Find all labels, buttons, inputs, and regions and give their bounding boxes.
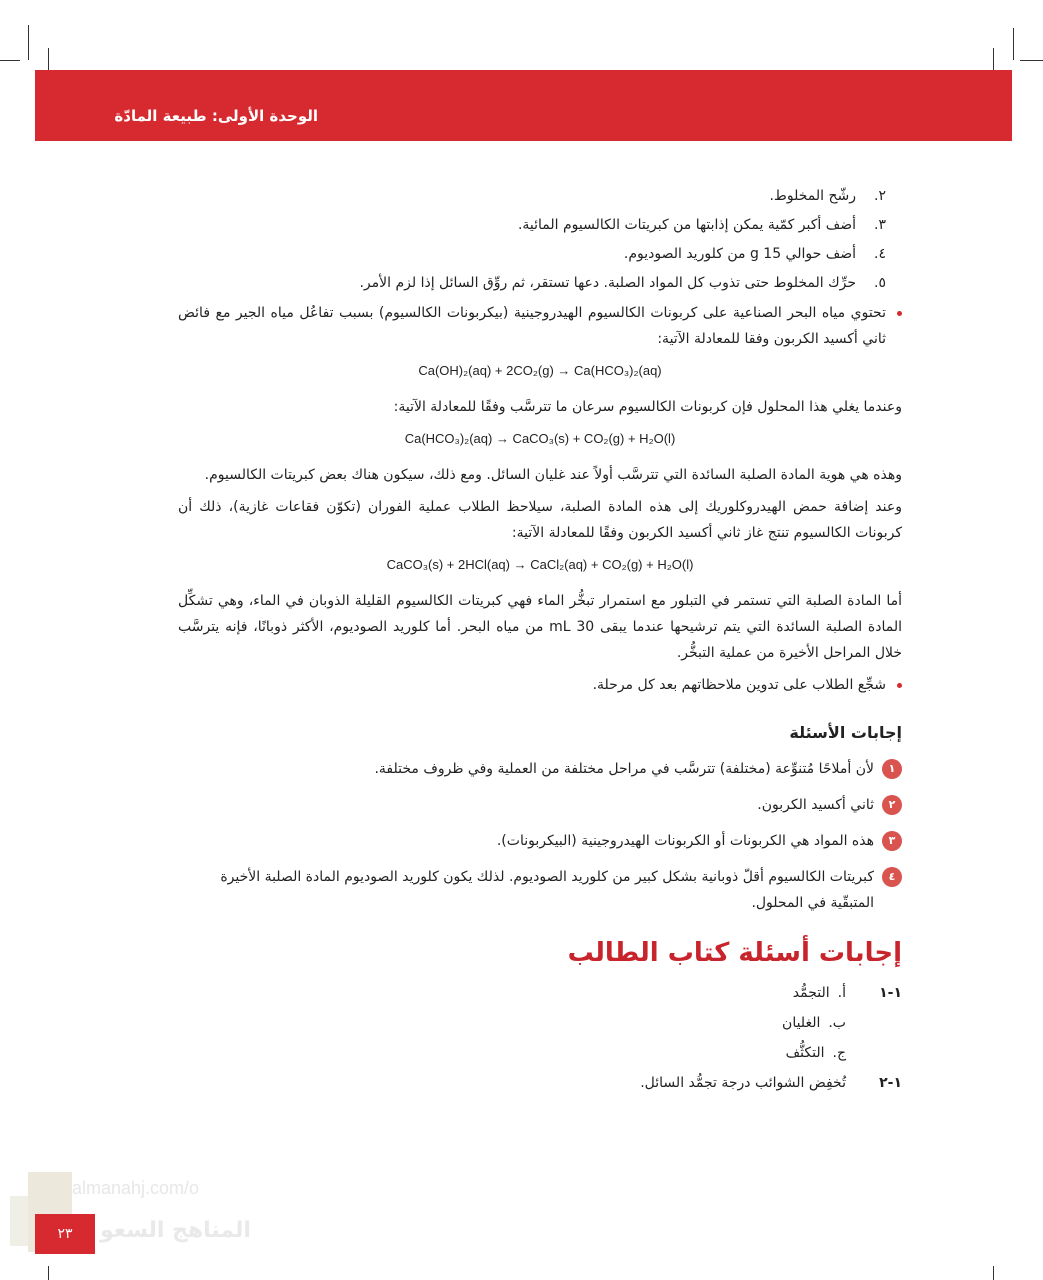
sub-letter: أ. — [837, 985, 846, 1001]
sub-letter: ب. — [828, 1015, 846, 1031]
answer-item — [178, 828, 902, 854]
bullet-paragraph: شجِّع الطلاب على تدوين ملاحظاتهم بعد كل مرحلة. — [178, 672, 902, 698]
sub-answer — [782, 1040, 846, 1066]
question-answer: تُخفِض الشوائب درجة تجمُّد السائل. — [640, 1075, 846, 1091]
answer-item — [178, 864, 902, 916]
step-number: ٤. — [874, 246, 886, 262]
paragraph: وعندما يغلي هذا المحلول فإن كربونات الكالسيوم سرعان ما تترسَّب وفقًا للمعادلة الآتية: — [393, 399, 902, 415]
crop-mark — [1020, 60, 1043, 61]
crop-mark — [48, 1266, 49, 1280]
answer-item — [178, 756, 902, 782]
crop-mark — [993, 48, 994, 70]
answer-number-badge: ٢ — [882, 795, 902, 815]
sub-text: الغليان — [782, 1015, 821, 1031]
step-number: ٣. — [874, 217, 886, 233]
answer-number-badge: ١ — [882, 759, 902, 779]
step-text: حرِّك المخلوط حتى تذوب كل المواد الصلبة. دعها تستقر، ثم روِّق السائل إذا لزم الأمر. — [359, 275, 856, 291]
unit-title: الوحدة الأولى: طبيعة المادّة — [114, 107, 318, 125]
sub-answer — [782, 980, 846, 1006]
answer-item — [178, 792, 902, 818]
crop-mark — [993, 1266, 994, 1280]
answer-text: هذه المواد هي الكربونات أو الكربونات الهيدروجينية (البيكربونات). — [496, 833, 874, 849]
paragraph: وعند إضافة حمض الهيدروكلوريك إلى هذه المادة الصلبة، سيلاحظ الطلاب عملية الفوران (تكوّن فقاعات غازية)، ذلك أن كربونات الكالسيوم تنتج غاز ثاني أكسيد الكربون وفقًا للمعادلة الآتية: — [178, 499, 902, 541]
step-item — [178, 212, 902, 238]
step-text: رشّح المخلوط. — [769, 188, 856, 204]
sub-letter: ج. — [832, 1045, 846, 1061]
sub-text: التجمُّد — [792, 985, 830, 1001]
answer-text: ثاني أكسيد الكربون. — [757, 797, 874, 813]
step-text: أضف أكبر كمّية يمكن إذابتها من كبريتات الكالسيوم المائية. — [517, 217, 856, 233]
answers-heading: إجابات الأسئلة — [789, 723, 902, 742]
answer-text: لأن أملاحًا مُتنوِّعة (مختلفة) تترسَّب في مراحل مختلفة من العملية وفي ظروف مختلفة. — [374, 761, 874, 777]
step-item — [178, 183, 902, 209]
sub-text: التكثُّف — [785, 1045, 825, 1061]
watermark-text: المناهج السعو — [100, 1218, 251, 1243]
paragraph: أما المادة الصلبة التي تستمر في التبلور مع استمرار تبخُّر الماء فهي كبريتات الكالسيوم القليلة الذوبان في الماء، وهي تشكِّل المادة الصلبة السائدة التي يتم ترشيحها عندما يبقى 30 mL من مياه البحر. أما كلوريد الصوديوم، الأكثر ذوبانًا، فإنه يترسَّب خلال المراحل الأخيرة من عملية التبخُّر. — [178, 593, 902, 661]
crop-mark — [28, 25, 29, 60]
question-number: ١-٢ — [879, 1075, 902, 1091]
step-text: أضف حوالي 15 g من كلوريد الصوديوم. — [623, 246, 856, 262]
page-number: ٢٣ — [35, 1214, 95, 1254]
crop-mark — [1013, 28, 1014, 60]
chemical-equation: CaCO₃(s) + 2HCl(aq) → CaCl₂(aq) + CO₂(g) + H₂O(l) — [386, 557, 694, 572]
student-book-question — [178, 1070, 902, 1096]
page-content — [178, 180, 902, 1100]
crop-mark — [48, 48, 49, 70]
step-number: ٥. — [874, 275, 886, 291]
header-bar — [35, 70, 1012, 141]
question-number: ١-١ — [879, 985, 902, 1001]
step-item — [178, 241, 902, 267]
student-book-heading: إجابات أسئلة كتاب الطالب — [567, 938, 902, 968]
chemical-equation: Ca(OH)₂(aq) + 2CO₂(g) → Ca(HCO₃)₂(aq) — [418, 363, 662, 378]
paragraph: وهذه هي هوية المادة الصلبة السائدة التي تترسَّب أولاً عند غليان السائل. ومع ذلك، سيكون هناك بعض كبريتات الكالسيوم. — [204, 467, 902, 483]
step-number: ٢. — [874, 188, 886, 204]
answer-text: كبريتات الكالسيوم أقلّ ذوبانية بشكل كبير من كلوريد الصوديوم. لذلك يكون كلوريد الصوديوم المادة الصلبة الأخيرة المتبقّية في المحلول. — [220, 869, 874, 911]
sub-answer — [782, 1010, 846, 1036]
watermark-url: almanahj.com/o — [72, 1178, 200, 1198]
chemical-equation: Ca(HCO₃)₂(aq) → CaCO₃(s) + CO₂(g) + H₂O(l) — [404, 431, 676, 446]
step-item — [178, 270, 902, 296]
bullet-paragraph: تحتوي مياه البحر الصناعية على كربونات الكالسيوم الهيدروجينية (بيكربونات الكالسيوم) بسبب تفاعُل مياه الجير مع فائض ثاني أكسيد الكربون وفقا للمعادلة الآتية: — [178, 300, 902, 352]
answer-number-badge: ٣ — [882, 831, 902, 851]
student-book-question — [178, 980, 902, 1066]
crop-mark — [0, 60, 20, 61]
answer-number-badge: ٤ — [882, 867, 902, 887]
sub-answers — [782, 980, 846, 1066]
procedure-steps — [178, 183, 902, 296]
